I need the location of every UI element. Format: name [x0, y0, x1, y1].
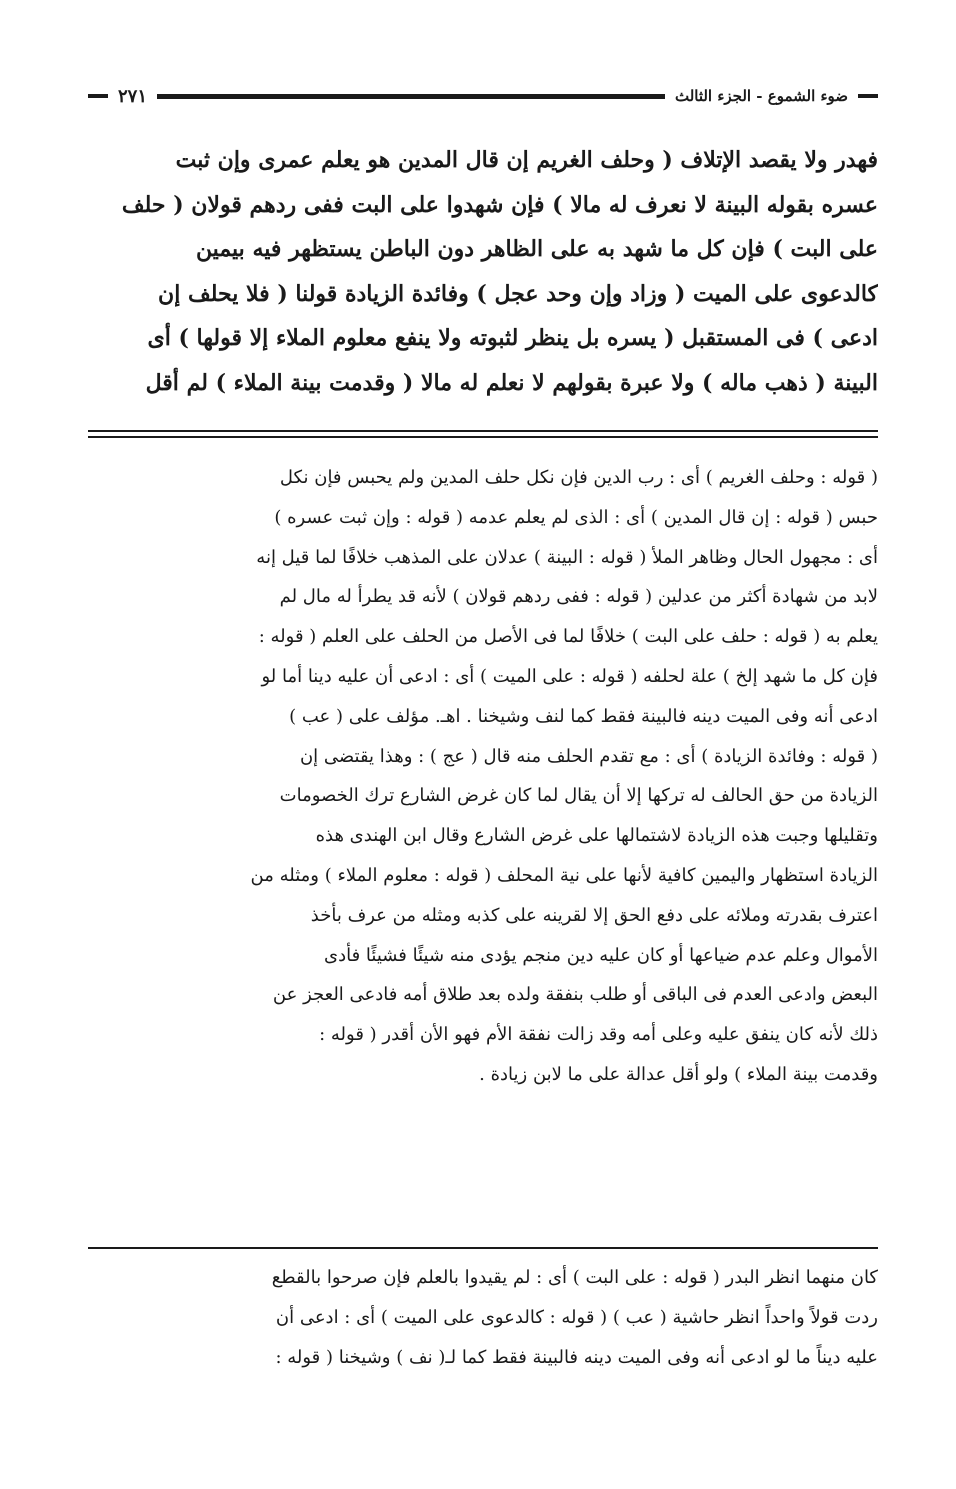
- header-dash: [858, 94, 878, 98]
- commentary-line: لابد من شهادة أكثر من عدلين ( قوله : ففى ردهم قولان ) لأنه قد يطرأ له مال لم: [279, 586, 878, 608]
- footnote-text: [88, 1258, 878, 1378]
- commentary-line: الأموال وعلم عدم ضياعها أو كان عليه دين منجم يؤدى منه شيئًا فشيئًا فأدى: [323, 944, 878, 966]
- commentary-line: البعض وادعى العدم فى الباقى أو طلب بنفقة ولده بعد طلاق أمه فادعى العجز عن: [272, 984, 878, 1006]
- main-text: [78, 138, 878, 405]
- header-dash-end: [88, 94, 108, 98]
- commentary-line: الزيادة استظهار واليمين كافية لأنها على نية المحلف ( قوله : معلوم الملاء ) ومثله من: [250, 864, 878, 886]
- book-title: ضوء الشموع - الجزء الثالث: [674, 87, 848, 105]
- main-line: كالدعوى على الميت ( وزاد وإن وحد عجل ) وفائدة الزيادة قولنا ( فلا يحلف إن: [158, 280, 878, 307]
- running-header: [88, 80, 878, 112]
- commentary-line: الزيادة من حق الحالف له تركها إلا أن يقال لما كان غرض الشارع ترك الخصومات: [279, 785, 878, 807]
- footnote-line: كان منهما انظر البدر ( قوله : على البت ) أى : لم يقيدوا بالعلم فإن صرحوا بالقطع: [271, 1267, 878, 1288]
- main-line: عسره بقوله البينة لا نعرف له مالا ) فإن شهدوا على البت ففى ردهم قولان ( حلف: [121, 191, 878, 218]
- main-line: ادعى ) فى المستقبل ( يسره بل ينظر لثبوته ولا ينفع معلوم الملاء إلا قولها ) أى: [147, 325, 878, 351]
- header-rule: [157, 94, 665, 99]
- commentary-line: أى : مجهول الحال وظاهر الملأ ( قوله : البينة ) عدلان على المذهب خلافًا لما قيل إنه: [256, 546, 878, 568]
- commentary-line: ( قوله : وحلف الغريم ) أى : رب الدين فإن نكل حلف المدين ولم يحبس فإن نكل: [279, 467, 878, 488]
- commentary-line: وتقليلها وجبت هذه الزيادة لاشتمالها على غرض الشارع وقال ابن الهندى هذه: [315, 825, 878, 847]
- footnote-rule: [88, 1247, 878, 1249]
- commentary-line: ذلك لأنه كان ينفق عليه وعلى أمه وقد زالت نفقة الأم فهو الأن أقدر ( قوله :: [319, 1024, 878, 1046]
- commentary-line: حبس ( قوله : إن قال المدين ) أى : الذى لم يعلم عدمه ( قوله : وإن ثبت عسره ): [274, 506, 878, 528]
- commentary-line: وقدمت بينة الملاء ) ولو أقل عدالة على ما لابن زيادة .: [479, 1063, 878, 1085]
- footnote-line: عليه ديناً ما لو ادعى أنه وفى الميت دينه فالبينة فقط كما لـ( نف ) وشيخنا ( قوله :: [275, 1347, 878, 1368]
- footnote-line: ردت قولاً واحداً انظر حاشية ( عب ) ( قوله : كالدعوى على الميت ) أى : ادعى أن: [275, 1307, 878, 1328]
- commentary-line: ( قوله : وفائدة الزيادة ) أى : مع تقدم الحلف منه قال ( عج ) : وهذا يقتضى إن: [299, 745, 878, 767]
- page-number: ٢٧١: [118, 85, 148, 107]
- commentary-line: فإن كل ما شهد إلخ ) علة لحلفه ( قوله : على الميت ) أى : ادعى أن عليه دينا أما لو: [261, 665, 878, 687]
- commentary-text: [88, 458, 878, 1095]
- commentary-line: يعلم به ( قوله : حلف على البت ) خلافًا لما فى الأصل من الحلف على العلم ( قوله :: [258, 626, 878, 648]
- main-line: فهدر ولا يقصد الإتلاف ( وحلف الغريم إن قال المدين هو يعلم عمرى وإن ثبت: [175, 147, 878, 173]
- section-double-rule: [88, 430, 878, 438]
- main-line: على البت ) فإن كل ما شهد به على الظاهر دون الباطن يستظهر فيه بيمين: [195, 236, 878, 262]
- main-line: البينة ( ذهب ماله ) ولا عبرة بقولهم لا نعلم له مالا ( وقدمت بينة الملاء ) لم أقل: [145, 369, 878, 396]
- commentary-line: اعترف بقدرته وملائه على دفع الحق إلا لقرينه على كذبه ومثله من عرف بأخذ: [310, 904, 878, 926]
- commentary-line: ادعى أنه وفى الميت دينه فالبينة فقط كما لنف وشيخنا . اهـ. مؤلف على ( عب ): [289, 705, 878, 727]
